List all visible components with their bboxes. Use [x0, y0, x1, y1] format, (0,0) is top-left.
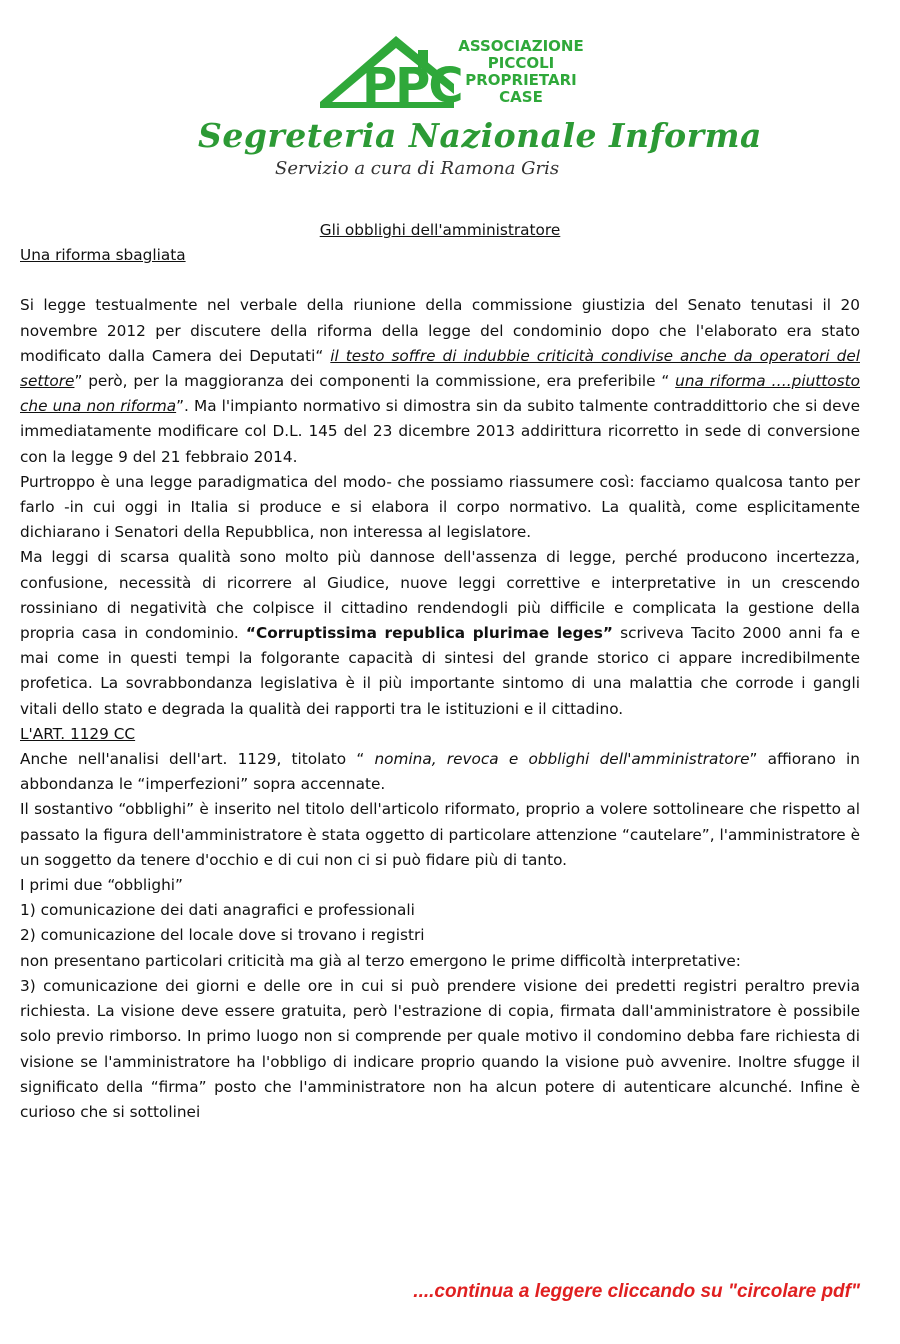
logo-letters: PPC: [362, 58, 462, 114]
quote: una riforma ….piuttosto che una non riforma: [20, 372, 860, 416]
assoc-line: CASE: [499, 88, 543, 106]
latin-quote: “Corruptissima republica plurimae leges”: [245, 624, 613, 643]
paragraph: Purtroppo è una legge paradigmatica del modo- che possiamo riassumere così: facciamo qualcosa tanto per farlo -in cui oggi in Italia si produce e si elabora il corpo normativo. La qualità, come esplicitamente dichiarano i Senatori della Repubblica, non interessa al legislatore.: [20, 472, 860, 542]
document-title: Gli obblighi dell'amministratore: [319, 221, 561, 239]
quote: il testo soffre di indubbie criticità condivise anche da operatori del settore: [20, 346, 860, 391]
text-run: ” affiorano in abbondanza le “imperfezioni” sopra accennate.: [20, 750, 860, 794]
list-item: 1) comunicazione dei dati anagrafici e professionali: [20, 901, 415, 920]
header-subtitle: Servizio a cura di Ramona Gris: [275, 158, 560, 179]
paragraph: non presentano particolari criticità ma già al terzo emergono le prime difficoltà interpretative:: [20, 951, 741, 970]
section-heading: Una riforma sbagliata: [20, 246, 186, 265]
paragraph: [20, 293, 860, 469]
assoc-line: ASSOCIAZIONE: [458, 37, 584, 55]
document-body: [20, 218, 860, 1125]
article-title: nomina, revoca e obblighi dell'amministratore: [374, 750, 750, 769]
association-name: [456, 38, 586, 106]
text-run: ”. Ma l'impianto normativo si dimostra sin da subito talmente contraddittorio che si deve immediatamente modificare col D.L. 145 del 23 dicembre 2013 addirittura ricorretto in sede di conversione con la legge 9 del 21 febbraio 2014.: [20, 397, 860, 466]
assoc-line: PICCOLI: [487, 54, 555, 72]
header-title: Segreteria Nazionale Informa: [198, 116, 762, 155]
text-run: Si legge testualmente nel verbale della riunione della commissione giustizia del Senato tenutasi il 20 novembre 2012 per discutere della riforma della legge del condominio dopo che l'elaborato era stato modificato dalla Camera dei Deputati“: [20, 296, 860, 365]
text-run: Anche nell'analisi dell'art. 1129, titolato “: [20, 750, 375, 769]
text-run: Ma leggi di scarsa qualità sono molto più dannose dell'assenza di legge, perché producono incertezza, confusione, necessità di ricorrere al Giudice, nuove leggi correttive e interpretative in un crescendo rossiniano di negatività che colpisce il cittadino rendendogli più difficile e complicata la gestione della propria casa in condominio.: [20, 548, 860, 643]
text-run: ” però, per la maggioranza dei componenti la commissione, era preferibile “: [74, 372, 676, 391]
assoc-line: PROPRIETARI: [465, 71, 577, 89]
paragraph: I primi due “obblighi”: [20, 876, 183, 895]
text-run: scriveva Tacito 2000 anni fa e mai come in questi tempi la folgorante capacità di sintesi del grande storico ci appare incredibilmente profetica. La sovrabbondanza legislativa è il più importante sintomo di una malattia che corrode i gangli vitali dello stato e degrada la qualità dei rapporti tra le istituzioni e il cittadino.: [20, 624, 860, 718]
paragraph: 3) comunicazione dei giorni e delle ore in cui si può prendere visione dei predetti registri peraltro previa richiesta. La visione deve essere gratuita, però l'estrazione di copia, firmata dall'amministratore è possibile solo previo rimborso. In primo luogo non si comprende per quale motivo il condomino debba fare richiesta di visione se l'amministratore ha l'obbligo di indicare proprio quando la visione può avvenire. Inoltre sfugge il significato della “firma” posto che l'amministratore non ha alcun potere di autenticare alcunché. Infine è curioso che si sottolinei: [20, 976, 860, 1121]
paragraph: Il sostantivo “obblighi” è inserito nel titolo dell'articolo riformato, proprio a volere sottolineare che rispetto al passato la figura dell'amministratore è stata oggetto di particolare attenzione “cautelare”, l'amministratore è un soggetto da tenere d'occhio e di cui non ci si può fidare più di tanto.: [20, 800, 860, 869]
header: [0, 0, 900, 200]
list-item: 2) comunicazione del locale dove si trovano i registri: [20, 926, 425, 945]
section-heading: L'ART. 1129 CC: [20, 724, 136, 743]
paragraph: [20, 747, 860, 797]
paragraph: [20, 545, 860, 721]
continue-reading-link[interactable]: ....continua a leggere cliccando su "circolare pdf": [413, 1281, 860, 1302]
